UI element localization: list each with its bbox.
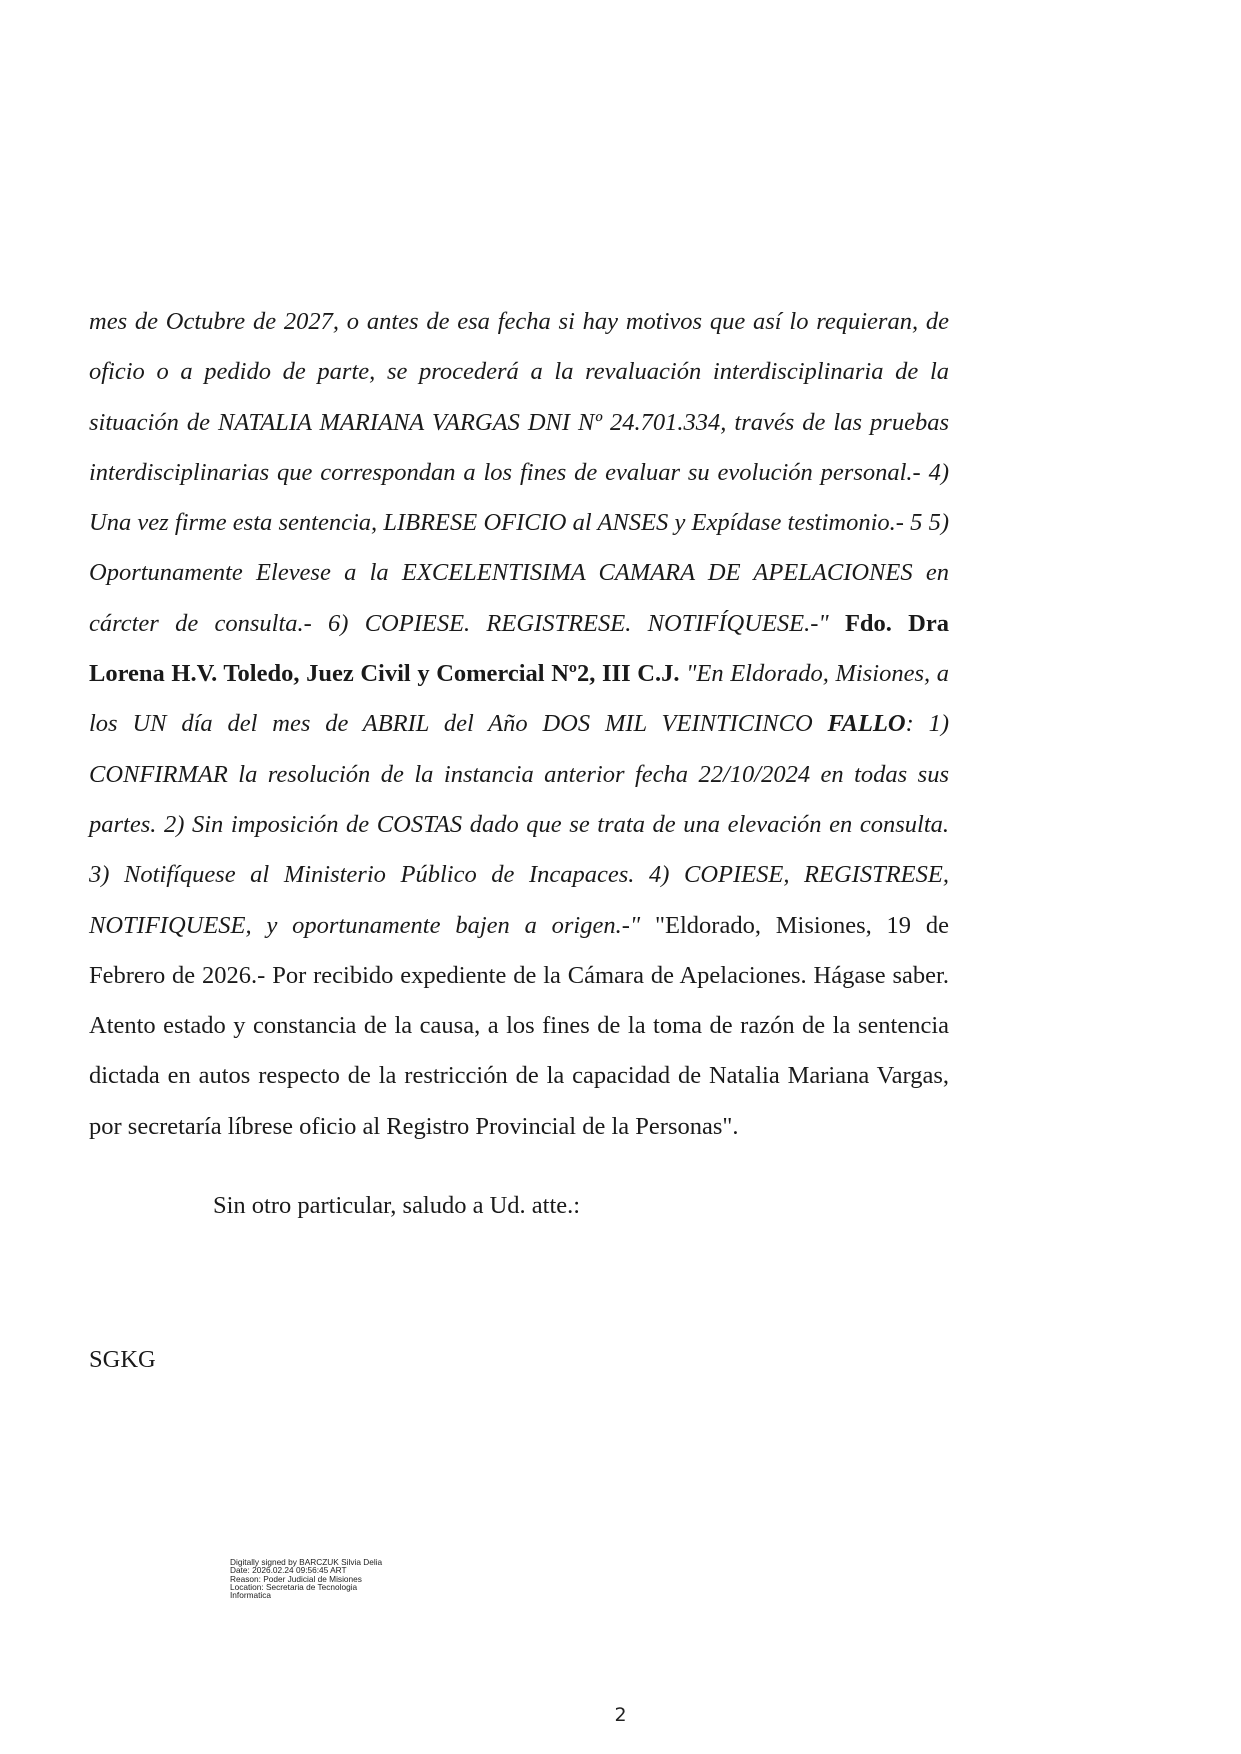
sentence-excerpt-text: mes de Octubre de 2027, o antes de esa fecha si hay motivos que así lo requieran, de oficio o a pedido de parte, se procederá a la revaluación interdisciplinaria de la situación de NATALIA MARIANA VARGAS DNI Nº 24.701.334, través de las pruebas interdisciplinarias que correspondan a los fines de evaluar su evolución personal.- 4) Una vez firme esta sentencia, LIBRESE OFICIO al ANSES y Expídase testimonio.- 5 5) Oportunamente Elevese a la EXCELENTISIMA CAMARA DE APELACIONES en cárcter de consulta.- 6) COPIESE. REGISTRESE. NOTIFÍQUESE.-" — [89, 308, 949, 637]
body-paragraph — [89, 297, 949, 1152]
digital-signature-block — [230, 1558, 440, 1599]
court-order-text: "Eldorado, Misiones, 19 de Febrero de 2026.- Por recibido expediente de la Cámara de Apelaciones. Hágase saber. Atento estado y constancia de la causa, a los fines de la toma de razón de la sentencia dictada en autos respecto de la restricción de la capacidad de Natalia Mariana Vargas, por secretaría líbrese oficio al Registro Provincial de la Personas". — [89, 911, 949, 1140]
appeal-intro-text: "En Eldorado, Misiones, a los UN día del mes de ABRIL del Año DOS MIL VEINTICINCO — [89, 660, 949, 738]
fallo-label: FALLO — [827, 710, 906, 738]
closing-salutation: Sin otro particular, saludo a Ud. atte.: — [213, 1192, 581, 1219]
signature-location-line: Location: Secretaria de Tecnologia — [230, 1581, 358, 1592]
signature-signer-line: Digitally signed by BARCZUK Silvia Delia — [230, 1557, 383, 1567]
page-number: 2 — [614, 1704, 627, 1726]
signature-date-line: Date: 2026.02.24 09:56:45 ART — [230, 1565, 347, 1576]
author-initials: SGKG — [89, 1346, 156, 1373]
signature-reason-line: Reason: Poder Judicial de Misiones — [230, 1573, 362, 1584]
signature-location-cont-line: Informatica — [230, 1590, 272, 1601]
judge-signature-text: Fdo. Dra Lorena H.V. Toledo, Juez Civil y Comercial Nº2, III C.J. — [89, 609, 949, 688]
appeal-ruling-text: : 1) CONFIRMAR la resolución de la instancia anterior fecha 22/10/2024 en todas sus partes. 2) Sin imposición de COSTAS dado que se trata de una elevación en consulta. 3) Notifíquese al Ministerio Público de Incapaces. 4) COPIESE, REGISTRESE, NOTIFIQUESE, y oportunamente bajen a origen.-" — [89, 710, 949, 939]
